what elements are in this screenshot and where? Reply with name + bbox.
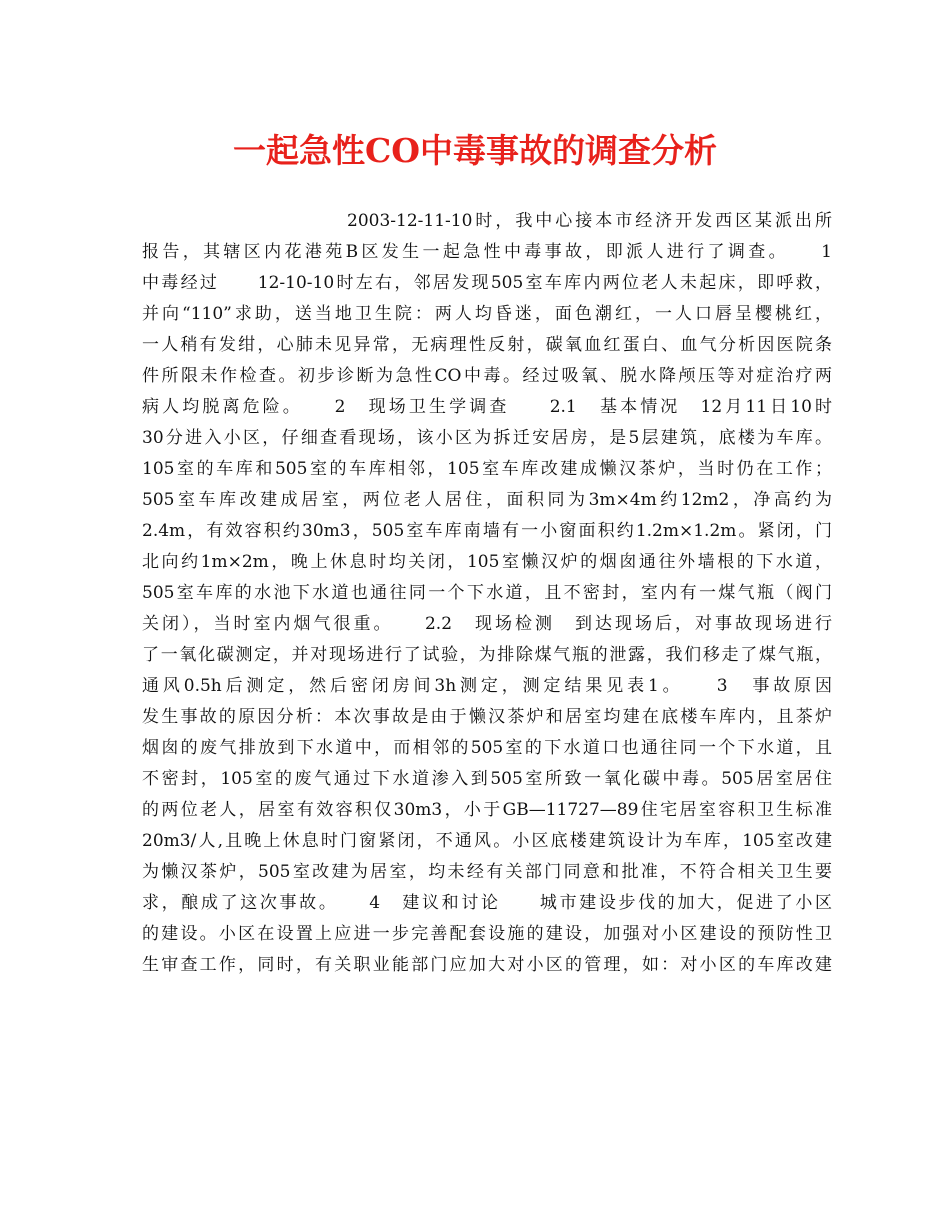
body-line: 一人稍有发绀，心肺未见异常，无病理性反射，碳氧血红蛋白、血气分析因医院条	[142, 335, 832, 355]
body-line: 505室车库改建成居室，两位老人居住，面积同为3m×4m约12m2，净高约为	[142, 490, 832, 510]
body-line: 30分进入小区，仔细查看现场，该小区为拆迁安居房，是5层建筑，底楼为车库。	[142, 428, 832, 448]
body-line: 中毒经过 12-10-10时左右，邻居发现505室车库内两位老人未起床，即呼救，	[142, 273, 832, 293]
body-line: 发生事故的原因分析：本次事故是由于懒汉茶炉和居室均建在底楼车库内，且茶炉	[142, 707, 832, 727]
body-line: 为懒汉茶炉，505室改建为居室，均未经有关部门同意和批准，不符合相关卫生要	[142, 862, 832, 882]
body-line: 病人均脱离危险。 2 现场卫生学调查 2.1 基本情况 12月11日10时	[142, 397, 832, 417]
document-body	[142, 206, 832, 981]
body-line: 烟囱的废气排放到下水道中，而相邻的505室的下水道口也通往同一个下水道，且	[142, 738, 832, 758]
body-line: 报告，其辖区内花港苑B区发生一起急性中毒事故，即派人进行了调查。 1	[142, 242, 832, 262]
body-line: 通风0.5h后测定，然后密闭房间3h测定，测定结果见表1。 3 事故原因	[142, 676, 832, 696]
body-line: 求，酿成了这次事故。 4 建议和讨论 城市建设步伐的加大，促进了小区	[142, 893, 832, 913]
body-line: 生审查工作，同时，有关职业能部门应加大对小区的管理，如：对小区的车库改建	[142, 955, 832, 975]
body-line: 105室的车库和505室的车库相邻，105室车库改建成懒汉茶炉，当时仍在工作；	[142, 459, 832, 479]
body-line: 2.4m，有效容积约30m3，505室车库南墙有一小窗面积约1.2m×1.2m。紧闭，门	[142, 521, 832, 541]
document-title: 一起急性CO中毒事故的调查分析	[232, 131, 717, 170]
body-line: 关闭），当时室内烟气很重。 2.2 现场检测 到达现场后，对事故现场进行	[142, 614, 832, 634]
body-line: 2003-12-11-10时，我中心接本市经济开发西区某派出所	[347, 211, 832, 231]
body-line: 件所限未作检查。初步诊断为急性CO中毒。经过吸氧、脱水降颅压等对症治疗两	[142, 366, 832, 386]
body-line: 并向“110”求助，送当地卫生院：两人均昏迷，面色潮红，一人口唇呈樱桃红，	[142, 304, 832, 324]
body-line: 的两位老人，居室有效容积仅30m3，小于GB—11727—89住宅居室容积卫生标准	[142, 800, 832, 820]
body-line: 505室车库的水池下水道也通往同一个下水道，且不密封，室内有一煤气瓶（阀门	[142, 583, 832, 603]
body-line: 了一氧化碳测定，并对现场进行了试验，为排除煤气瓶的泄露，我们移走了煤气瓶，	[142, 645, 832, 665]
body-line: 的建设。小区在设置上应进一步完善配套设施的建设，加强对小区建设的预防性卫	[142, 924, 832, 944]
body-line: 北向约1m×2m，晚上休息时均关闭，105室懒汉炉的烟囱通往外墙根的下水道，	[142, 552, 832, 572]
body-line: 20m3/人,且晚上休息时门窗紧闭，不通风。小区底楼建筑设计为车库，105室改建	[142, 831, 832, 851]
body-line: 不密封，105室的废气通过下水道渗入到505室所致一氧化碳中毒。505居室居住	[142, 769, 832, 789]
